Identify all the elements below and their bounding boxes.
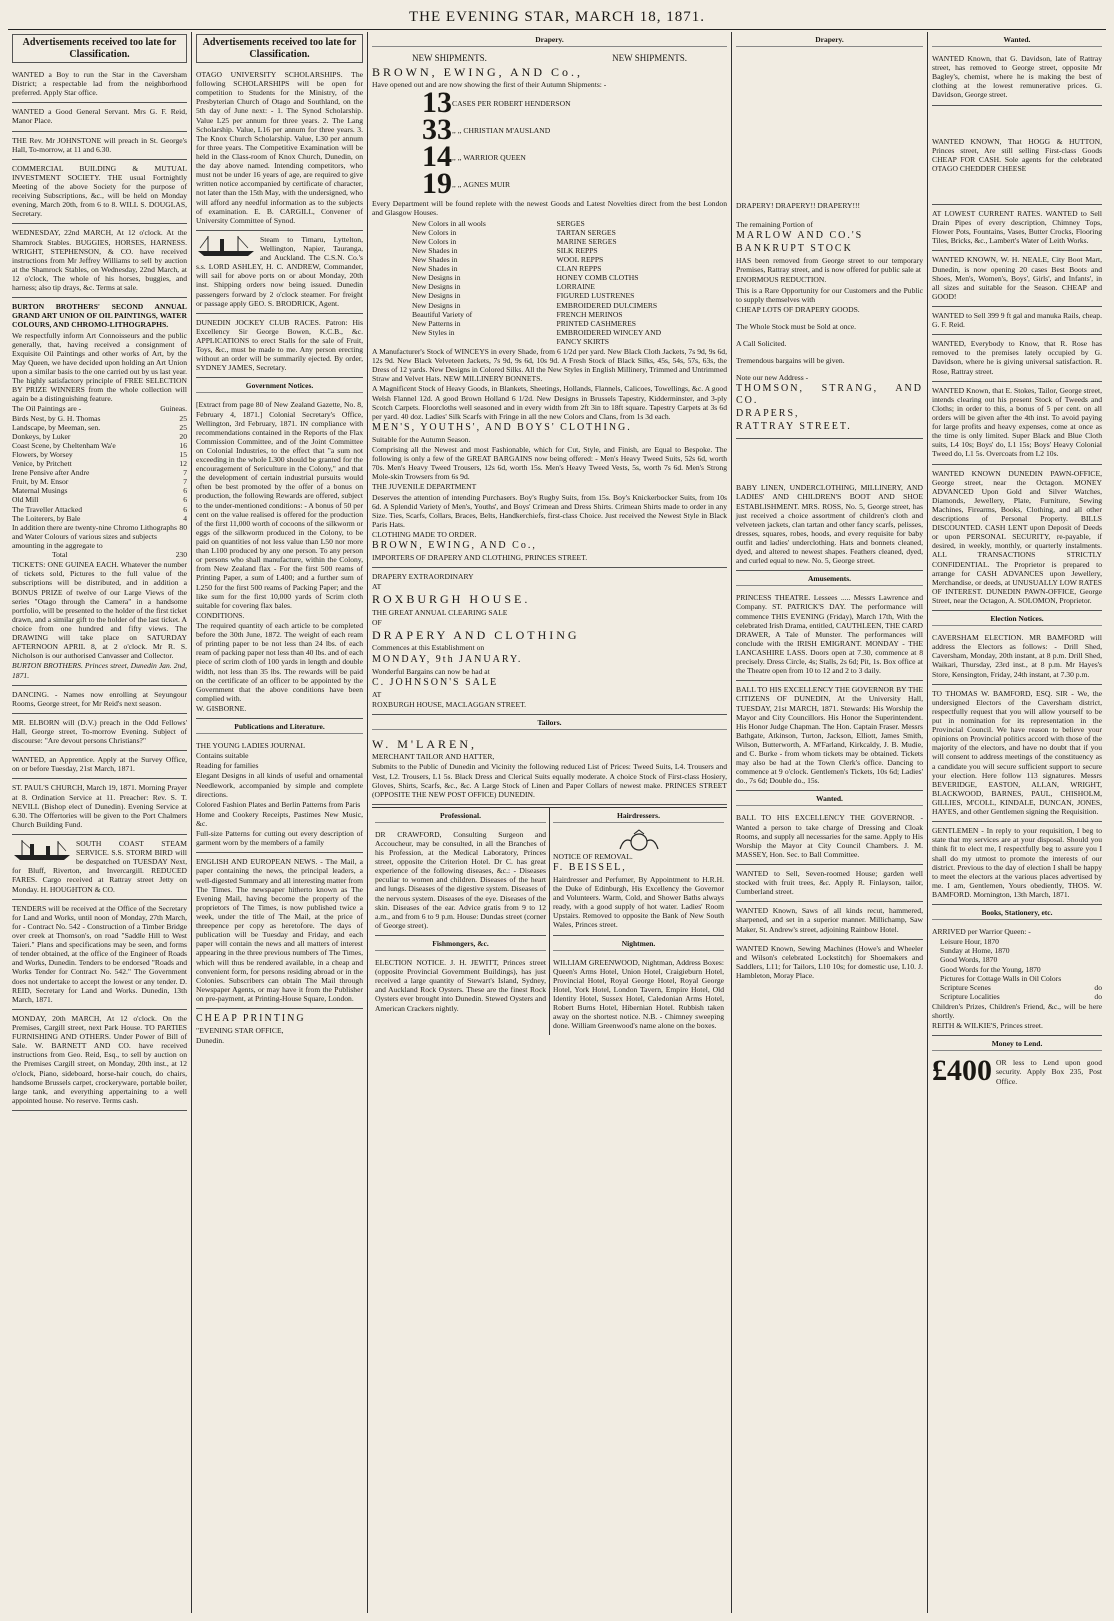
cargo-ship: ,, ,, WARRIOR QUEEN	[452, 152, 526, 162]
stock-item: FIGURED LUSTRENES	[556, 291, 635, 301]
ad-shamrock-auction	[12, 224, 187, 298]
ad-signature: BURTON BROTHERS. Princes street, Dunedin Jan. 2nd, 1871.	[12, 661, 187, 680]
cargo-count: 14	[422, 140, 452, 174]
ad-text: SOUTH COAST STEAM SERVICE. S.S. STORM BIRD will be despatched on TUESDAY Next, for Bluff, Riverton, and Invercargill. REDUCED FARES. Cargo received at Rattray street Jetty on Monday. H. HOUGHTON & CO.	[12, 838, 187, 894]
book-ditto: do	[1094, 982, 1102, 992]
ad-text: COMMERCIAL BUILDING & MUTUAL INVESTMENT SOCIETY. THE usual Fortnightly Meeting of the above Society for the purpose of receiving Subscriptions, &c., will be held on Monday evening, March 20th, from 6 to 8. WILL S. DOUGLAS, Secretary.	[12, 163, 187, 219]
painting-item	[12, 486, 187, 495]
ad-text: Submits to the Public of Dunedin and Vicinity the following reduced List of Prices: Tweed Suits, L4. Trousers and Vest, L2. Trousers, L1 5s. Black Dress and Clerical Suits equally moderate. A choice Stock of First-class Hosiery, Gloves, Shirts, Scarfs, &c., &c. A Large Stock of Linen and Paper Collars of newest make. PRINCES STREET (OPPOSITE THE NEW POST OFFICE) DUNEDIN.	[372, 762, 727, 799]
ad-stokes	[932, 382, 1102, 465]
ad-investment-society	[12, 160, 187, 225]
cargo-ship: CASES PER ROBERT HENDERSON	[452, 98, 571, 108]
ad-text: PRINCESS THEATRE. Lessees ..... Messrs Lawrence and Company. ST. PATRICK'S DAY. The performance will commence THIS EVENING (Friday), March 17th, With the celebrated Irish Drama, entitled, CAUTHLEEN, THE CARD DRAWER, A Tale of Munster. The performances will conclude with the IRISH EMIGRANT. MONDAY - THE LANCASHIRE LASS. Doors open at 7.30, commence at 8 precisely. Dress Circle, 4s; Stalls, 2s 6d; Pit, 1s. Box office at the Theatre open from 10 to 12 and 2 to 3 daily.	[736, 593, 923, 676]
chromo-value: 80	[179, 522, 187, 532]
ad-text: Every Department will be found replete with the newest Goods and Latest Novelties direct from the best London and Glasgow Houses.	[372, 199, 727, 218]
cargo-row	[422, 167, 727, 201]
book-title: Good Words for the Young, 1870	[940, 964, 1041, 974]
painting-name: Irene Pensive after Andre	[12, 468, 90, 478]
stock-item: EMBROIDERED WINCEY AND FANCY SKIRTS	[556, 327, 662, 346]
ad-rose	[932, 335, 1102, 381]
painting-name: Flowers, by Worsey	[12, 449, 73, 459]
column-3	[368, 32, 732, 1613]
stock-desc: New Colors in	[412, 236, 457, 246]
painting-value: 16	[179, 440, 187, 450]
stock-item: EMBROIDERED DULCIMERS	[556, 300, 658, 310]
ad-text: CLOTHING MADE TO ORDER.	[372, 530, 477, 540]
ad-text: Suitable for the Autumn Season.	[372, 434, 471, 444]
painting-name: Donkeys, by Luker	[12, 431, 71, 441]
ad-text: Contains suitable	[196, 751, 249, 761]
ad-south-coast-steam	[12, 835, 187, 900]
ad-text: MONDAY, 9th JANUARY.	[372, 653, 523, 665]
ad-burton-art-union	[12, 298, 187, 685]
ad-text: This is a Rare Opportunity for our Customers and the Public to supply themselves with	[736, 285, 923, 304]
ad-princess-theatre	[736, 589, 923, 681]
stock-desc: New Shades in	[412, 264, 458, 274]
ad-tenders	[12, 900, 187, 1010]
ad-dr-crawford	[375, 826, 546, 936]
ad-text: WEDNESDAY, 22nd MARCH, At 12 o'clock. At the Shamrock Stables. BUGGIES, HORSES, HARNESS. WRIGHT, STEPHENSON, & CO. have received instructions from Mr Jeffrey Williams to sell by auction at the Shamrock Stables, on Wednesday, 22nd March, at 12 o'clock, The whole of his horses, buggies, and harness; also tip drays, &c. Terms at sale.	[12, 228, 187, 293]
firm-name: W. M'LAREN,	[372, 736, 478, 751]
paintings-header	[12, 404, 187, 413]
stock-item: CLAN REPPS	[556, 264, 602, 274]
ad-title: DRAPERY! DRAPERY!! DRAPERY!!!	[736, 201, 861, 210]
ad-text: TENDERS will be received at the Office of the Secretary for Land and Works, until noon of Monday, 27th March, for - Contract No. 542 - Construction of a Timber Bridge over creek at Thomson's, on road "Saddle Hill to West Taieri." Plans and specifications may be seen, and forms of tender obtained, at the office of the Engineer of Roads and Works, Dunedin. Tenders to be endorsed "Roads and Works Tender for Contract No. 542." The Government does not undertake to accept the lowest or any tender. D. REID, Secretary for Land and Works. Dunedin, 13th March, 1871.	[12, 903, 187, 1004]
ad-jewitt	[375, 954, 546, 1018]
ad-text: Colored Fashion Plates and Berlin Patterns from Paris	[196, 799, 361, 809]
painting-value: 7	[183, 468, 187, 478]
stock-desc: New Shades in	[412, 254, 458, 264]
stock-desc: New Designs in	[412, 282, 461, 292]
ad-text: DRAPERY EXTRAORDINARY	[372, 572, 474, 582]
ad-text: Commences at this Establishment on	[372, 643, 485, 653]
ad-text: THE Rev. Mr JOHNSTONE will preach in St. George's Hall, To-morrow, at 11 and 6.30.	[12, 135, 187, 154]
ad-text: OF	[372, 617, 382, 627]
stock-item: WOOL REPPS	[556, 254, 604, 264]
stock-desc: New Designs in	[412, 291, 461, 301]
ad-marlow-bankrupt	[736, 50, 923, 439]
section-heading: Money to Lend.	[932, 1039, 1102, 1051]
painting-name: Birds Nest, by G. H. Thomas	[12, 413, 101, 423]
ad-text: MR. ELBORN will (D.V.) preach in the Odd Fellows' Hall, George street, To-morrow Evening. Subject of discourse: "Are devout persons Christians?"	[12, 717, 187, 746]
ad-text: ST. PAUL'S CHURCH, March 19, 1871. Morning Prayer at 8. Ordination Service at 11. Preacher: Rev. S. T. NEVILL (Bishop elect of Dunedin). Evening Service at 6.30. The Offertories will be given to the Port Chalmers Church Building Fund.	[12, 783, 187, 829]
stock-desc: New Patterns in	[412, 318, 461, 328]
ad-sewing-machines	[736, 940, 923, 985]
painting-name: The Traveller Attacked	[12, 504, 83, 514]
ad-text: The Whole Stock must be Sold at once.	[736, 321, 857, 331]
section-heading: Wanted.	[932, 35, 1102, 47]
ad-text: WANTED a Good General Servant. Mrs G. F. Reid, Manor Place.	[12, 107, 187, 126]
ad-title: MEN'S, YOUTHS', AND BOYS' CLOTHING.	[372, 421, 632, 433]
ad-text: ENGLISH AND EUROPEAN NEWS. - The Mail, a paper containing the news, the principal leaders, a well-digested Summary and all interesting matter from The Times. The newspaper hitherto known as The Evening Mail, having become the property of the proprietors of The Times, is now published twice a week, under the title of The Mail, at the price of threepence per copy as heretofore. The days of publication will be Tuesday and Friday, and each paper will contain the news and all matters of interest appearing in the three previous numbers of The Times, which will thus be rendered available, in a cheap and convenient form, for persons residing abroad or in the Colonies. Subscribers can obtain The Mail through Newspaper Agents, or may have it from the Publisher on pre-payment, at Printing-House Square, London.	[196, 857, 363, 1003]
total-label: Total	[52, 550, 68, 560]
ad-text: Elegant Designs in all kinds of useful and ornamental Needlework, accompanied by simple and complete directions.	[196, 771, 363, 799]
ad-text: DR CRAWFORD, Consulting Surgeon and Accoucheur, may be consulted, in all the Branches of his Profession, at the Medical Laboratory, Princes street, opposite the Criterion Hotel. Dr C. has great experience of the following diseases, &c.: - Diseases peculiar to women and children. Diseases of the heart and lungs. Diseases of the digestive system. Diseases of the nervous system. Diseases of the eye. Diseases of the skin. Diseases of the ear. Advice gratis from 9 to 12 a.m., and from 6 to 9 p.m. House: Dundas street (corner of George street).	[375, 829, 546, 930]
ad-neale-boots	[932, 251, 1102, 307]
book-title: Leisure Hour, 1870	[940, 937, 999, 947]
ad-text: MARLOW AND CO.'S	[736, 230, 864, 242]
ad-text: CHEAP LOTS OF DRAPERY GOODS.	[736, 304, 860, 314]
stock-item: TARTAN SERGES	[556, 227, 616, 237]
ad-title: BURTON BROTHERS' SECOND ANNUAL GRAND ART UNION OF OIL PAINTINGS, WATER COLOURS, AND CHROMO-LITHOGRAPHS.	[12, 302, 187, 330]
painting-item	[12, 505, 187, 514]
ad-text: Steam to Timaru, Lyttelton, Wellington, Napier, Tauranga, and Auckland. The C.S.N. Co.'s s.s. LORD ASHLEY, H. C. ANDREW, Commander, will sail for above ports on or about Monday, 20th inst. Shipping orders now being issued. Dunedin passengers forward by 2 o'clock steamer. For freight or passage apply GEO. S. BRODRICK, Agent.	[196, 234, 363, 308]
book-item	[940, 965, 1102, 974]
stock-desc: New Colors in all wools	[412, 218, 486, 228]
ad-text: HAS been removed from George street to our temporary Premises, Rattray street, and is now offered for public sale at	[736, 256, 923, 275]
two-column-section	[372, 807, 727, 1036]
book-title: Pictures for Cottage Walls in Oil Colors	[940, 973, 1062, 983]
ad-text: BABY LINEN, UNDERCLOTHING, MILLINERY, AND LADIES' AND CHILDREN'S BOOT AND SHOE ESTABLISHMENT. MRS. ROSS, No. 5, George street, has just received a choice assortment of children's cloth and velveteen jackets, clan tartan and other fancy scarfs, pelisses, dresses, squares, robes, hoods, and every requisite for baby outfit and ladies' underclothing. Hats and bonnets cleaned, dyed, and altered to newest shapes. Feathers cleaned, dyed, and curled equal to new. No. 5, George street.	[736, 483, 923, 566]
books-list	[932, 937, 1102, 1001]
ad-text: IMPORTERS OF DRAPERY AND CLOTHING, PRINCES STREET.	[372, 553, 588, 563]
new-shipments	[372, 53, 727, 64]
section-heading: Nightmen.	[553, 939, 724, 951]
ad-text: OTAGO UNIVERSITY SCHOLARSHIPS. The following SCHOLARSHIPS will be open for competition to Students for the Ministry, of the Presbyterian Church of Otago and Southland, on the 5th day of June next: - 1. The Synod Scholarship. Value L25 per annum for three years. 2. The Lang Scholarship. Value, L16 per annum for three years. 3. The Knox Church Scholarship. Value, L30 per annum for three years. The Competitive Examination will be held in the Class-room of Knox Church, Dunedin, on the day above named. Intending competitors, who must not be under 16 years of age, are required to give written notice accompanied by certificate of character, not later than the 15th May, with the undersigned, who will afford any needful information as to the subjects of examination. E. B. CARGILL, Convener of University Committee of Synod.	[196, 70, 363, 225]
painting-item	[12, 495, 187, 504]
ad-roxburgh-house	[372, 568, 727, 715]
ad-title: ROXBURGH HOUSE.	[372, 592, 531, 607]
stock-desc: Beautiful Variety of	[412, 309, 473, 319]
column-5	[928, 32, 1106, 1613]
ad-cheap-printing	[196, 1009, 363, 1050]
painting-name: Old Mill	[12, 495, 39, 505]
painting-name: The Loiterers, by Bale	[12, 513, 81, 523]
ad-text: Dunedin.	[196, 1036, 225, 1046]
ad-text: Note our new Address -	[736, 373, 809, 383]
ad-signature: REITH & WILKIE'S, Princes street.	[932, 1021, 1043, 1031]
ad-drain-pipes	[932, 205, 1102, 251]
book-item	[940, 992, 1102, 1001]
ad-steam-timaru	[196, 231, 363, 314]
stock-item: PRINTED CASHMERES	[556, 318, 637, 328]
section-heading: Amusements.	[736, 574, 923, 586]
masthead: THE EVENING STAR, MARCH 18, 1871.	[8, 6, 1106, 30]
ad-text: GENTLEMEN - In reply to your requisition, I beg to state that my services are at your disposal. Should you think fit to elect me, I respectfully beg to assure you I shall do my utmost to promote the interests of our district. Previous to the day of election I shall be happy to meet the electors at the various places advertised by me. I am, Gentlemen, Yours obediently, THOS. W. BAMFORD. Mornington, 13th March, 1871.	[932, 826, 1102, 899]
columns	[8, 32, 1106, 1613]
ad-bamford-reply	[932, 822, 1102, 905]
ad-ball-attendant	[736, 809, 923, 865]
ad-text: Children's Prizes, Children's Friend, &c., will be here shortly.	[932, 1001, 1102, 1021]
column-heading: Advertisements received too late for Classification.	[196, 34, 363, 63]
ad-text: AT	[372, 582, 382, 592]
book-title: Good Words, 1870	[940, 955, 998, 965]
firm-name: BROWN, EWING, AND Co.,	[372, 540, 537, 552]
cargo-row	[422, 113, 727, 147]
stock-item: FRENCH MERINOS	[556, 309, 623, 319]
ad-text: DANCING. - Names now enrolling at Seyungour Rooms, George street, for Mr Reid's next season.	[12, 689, 187, 708]
painting-item	[12, 441, 187, 450]
painting-value: 6	[183, 486, 187, 496]
ad-text: RATTRAY STREET.	[736, 421, 852, 433]
painting-value: 4	[183, 513, 187, 523]
book-item	[940, 946, 1102, 955]
book-title: Sunday at Home, 1870	[940, 946, 1010, 956]
book-ditto: do	[1094, 991, 1102, 1001]
column-heading: Advertisements received too late for Classification.	[12, 34, 187, 63]
ad-text: The remaining Portion of	[736, 220, 813, 230]
ad-text: DRAPERS,	[736, 408, 800, 420]
total-line	[12, 550, 187, 559]
stock-item: MARINE SERGES	[556, 236, 617, 246]
ad-barnett-auction	[12, 1010, 187, 1111]
ad-elborn	[12, 714, 187, 751]
cargo-row	[422, 86, 727, 120]
ad-title: BANKRUPT STOCK	[736, 243, 853, 255]
ad-text: WANTED KNOWN, W. H. NEALE, City Boot Mart, Dunedin, is now opening 20 cases Best Boots and Shoes, Men's, Women's, Boys', Girls', and Infants', in all sizes and suitable for the Season. CHEAP and GOOD!	[932, 255, 1102, 301]
stock-desc: New Designs in	[412, 300, 461, 310]
ad-text: A Call Solicited.	[736, 338, 787, 348]
stock-item: SILK REPPS	[556, 245, 598, 255]
ad-hogg-hutton	[932, 106, 1102, 205]
stock-desc: New Designs in	[412, 273, 461, 283]
ad-title: THE YOUNG LADIES JOURNAL	[196, 741, 306, 751]
painting-item	[12, 459, 187, 468]
book-item	[940, 974, 1102, 983]
ad-house-sale	[736, 865, 923, 902]
ad-text: [Extract from page 80 of New Zealand Gazette, No. 8, February 4, 1871.] Colonial Secretary's Office, Wellington, 3rd February, 1871. IN compliance with recommendations contained in the Reports of the Flax Commission Committee, and of the Joint Committee on Colonial Industries, to the effect that "a sum not exceeding in the whole L300 should be granted for the encouragement of Sericulture in the Colony," and that the development of certain industrial pursuits would often be best promoted by the offer of a bonus on production, the following Rewards are offered, subject to the under-mentioned conditions: - A bonus of 50 per cent on the value realised is offered for the production of the first 11,000 worth of cocoons of the silkworm or eggs of the silkworm produced in the Colony, to be paid on quantities of not less value than L50 nor more than L100 produced by any one person. To any person or persons who shall manufacture, within the Colony, from New Zealand flax - For the first 500 reams of Printing Paper, a sum of L400; and a further sum of L250 for the first 500 reams of Packing Paper; and the like sum for the first 10,000 yards of Scrim cloth suitable for covering flax bales.	[196, 400, 363, 610]
money-amount: £400	[932, 1054, 992, 1088]
cargo-row	[422, 140, 727, 174]
ad-apprentice	[12, 751, 187, 779]
ad-servant-wanted	[12, 103, 187, 131]
ad-saw-maker	[736, 902, 923, 939]
book-item	[940, 955, 1102, 964]
ad-text: DUNEDIN JOCKEY CLUB RACES. Patron: His Excellency Sir George Bowen, K.C.B., &c. APPLICATIONS to erect Stalls for the sale of Fruit, Toys, &c., must be made to me. Any person erecting without an order will be summarily ejected. By order, SYDNEY JAMES, Secretary.	[196, 317, 363, 373]
ad-text: Have opened out and are now showing the first of their Autumn Shipments: -	[372, 80, 607, 90]
painting-item	[12, 514, 187, 523]
ad-text: ROXBURGH HOUSE, MACLAGGAN STREET.	[372, 699, 527, 709]
ad-text: WANTED to Sell, Seven-roomed House; garden well stocked with fruit trees, &c. Apply R. Finlayson, tailor, Cumberland street.	[736, 869, 923, 897]
ad-text: ELECTION NOTICE. J. H. JEWITT, Princes street (opposite Provincial Government Buildings), has just received a large quantity of Stewart's Island, Sydney, and Auckland Rock Oysters. These are the finest Rock Oysters ever brought into Dunedin. Stewed Oysters and American Crackers nightly.	[375, 958, 546, 1013]
ad-pawn-office	[932, 465, 1102, 612]
conditions-title: CONDITIONS.	[196, 610, 245, 620]
ad-text: THE GREAT ANNUAL CLEARING SALE	[372, 607, 508, 617]
cargo-count: 33	[422, 113, 452, 147]
section-heading: Fishmongers, &c.	[375, 939, 546, 951]
book-title: Scripture Localities	[940, 991, 1000, 1001]
firm-name: F. BEISSEL,	[553, 861, 627, 873]
list-label: The Oil Paintings are -	[12, 404, 82, 414]
ad-mlaren	[372, 733, 727, 805]
ad-text: ENORMOUS REDUCTION.	[736, 275, 827, 285]
ad-text: WANTED Known, that G. Davidson, late of Rattray street, has removed to George street, opposite Mr Bagley's, chemist, where he is making the best of clothing at the lowest remunerative prices. G. Davidson, George street.	[932, 54, 1102, 100]
ad-davidson	[932, 50, 1102, 106]
steamship-icon	[12, 838, 72, 862]
ad-text: Comprising all the Newest and most Fashionable, which for Cut, Style, and Finish, are Equal to Bespoke. The following is only a few of the GREAT BARGAINS now being offered: - Men's Heavy Tweed Suits, 52s 6d, worth 70s. Men's Heavy Tweed Trousers, 12s 6d, worth 15s. Men's Heavy Tweed Vests, 5s, worth 7s 6d. Men's Strong Mole-skin Trowsers from 6s 9d.	[372, 445, 727, 482]
ad-title: CHEAP PRINTING	[196, 1013, 306, 1025]
ad-reith-wilkie	[932, 923, 1102, 1036]
ad-governor-ball	[736, 681, 923, 791]
ad-text: WANTED Known, that E. Stokes, Tailor, George street, intends clearing out his present Stock of Tweeds and Cloths; in order to this, a bonus of 5 per cent. on all orders will be given after the 4th inst. To avoid paying for large profits and heavy expenses, come at once as the time is only limited. Super Black and Blue Cloth suits, L4 10s; Boys' do, L1 15s; Boys' Heavy Colonial Tweed do, L1 5s. Overcoats from L2 10s.	[932, 385, 1102, 459]
section-heading: Publications and Literature.	[196, 722, 363, 734]
ad-text: NOTICE OF REMOVAL.	[553, 851, 633, 861]
column-4	[732, 32, 928, 1613]
painting-item	[12, 468, 187, 477]
painting-value: 15	[179, 449, 187, 459]
painting-name: Maternal Musings	[12, 486, 68, 496]
ad-text: MERCHANT TAILOR AND HATTER,	[372, 752, 495, 762]
section-heading: Professional.	[375, 811, 546, 823]
steamship-icon	[196, 234, 256, 258]
ad-text: AT LOWEST CURRENT RATES. WANTED to Sell Drain Pipes of every description, Chimney Tops, Flower Pots, Fountains, Vases, Butter Crocks, Flooring Tiles, Bricks, &c., Lambert's Water of Leith Works.	[932, 208, 1102, 246]
ad-text: Hairdresser and Perfumer, By Appointment to H.R.H. the Duke of Edinburgh, His Excellency the Governor and Volunteers. Warm, Cold, and Shower Baths always ready, with a good supply of hot water. Ladies' Room Upstairs. Removed to opposite the Bank of New South Wales, Princes street.	[553, 874, 724, 930]
ad-government-notice	[196, 396, 363, 719]
cargo-list	[372, 86, 727, 201]
firm-name: BROWN, EWING, AND Co.,	[372, 64, 583, 79]
subcolumn-left	[372, 808, 550, 1036]
list-unit: Guineas.	[160, 404, 187, 414]
ad-text: Home and Cookery Receipts, Pastimes New Music, &c.	[196, 809, 363, 828]
section-heading: Hairdressers.	[553, 811, 724, 823]
section-heading: Books, Stationery, etc.	[932, 908, 1102, 920]
column-1	[8, 32, 192, 1613]
painting-value: 6	[183, 504, 187, 514]
painting-item	[12, 414, 187, 423]
painting-value: 20	[179, 431, 187, 441]
ad-text: OR less to Lend upon good security. Apply Box 235, Post Office.	[996, 1058, 1102, 1086]
stock-desc: New Shades in	[412, 245, 458, 255]
ad-greenwood	[553, 954, 724, 1036]
ad-text: Deserves the attention of intending Purchasers. Boy's Rugby Suits, from 15s. Boy's Knickerbocker Suits, from 10s 6d. A Splendid Variety of Men's, Youths', and Boys' Crimean and Dress Shirts. Crimean Shirts made to order in any Size. Ties, Scarfs, Collars, Braces, Belts, Handkerchiefs, first-class Choice. Just received the Newest Style in Black Paris Hats.	[372, 492, 727, 529]
section-heading: Tailors.	[372, 718, 727, 730]
ad-beissel	[553, 826, 724, 936]
section-heading: Government Notices.	[196, 381, 363, 393]
cargo-ship: ,, ,, AGNES MUIR	[452, 179, 511, 189]
ad-text: WANTED a Boy to run the Star in the Caversham District; a respectable lad from the neighborhood preferred. Apply Star office.	[12, 70, 187, 98]
ad-st-pauls	[12, 779, 187, 835]
section-heading: Election Notices.	[932, 614, 1102, 626]
ad-text: ARRIVED per Warrior Queen: -	[932, 927, 1031, 937]
stock-item: HONEY COMB CLOTHS	[556, 273, 639, 283]
stock-item: SERGES	[556, 218, 585, 228]
ad-text: WANTED KNOWN, That HOGG & HUTTON, Princes street, Are still selling First-class Goods CHEAP FOR CASH. Sole agents for the celebrated OTAGO CHEDDER CHEESE	[932, 136, 1102, 173]
stock-desc: New Styles in	[412, 327, 455, 337]
ad-dancing	[12, 686, 187, 714]
ad-text: C. JOHNSON'S SALE	[372, 676, 499, 688]
label: NEW SHIPMENTS.	[412, 53, 487, 63]
section-heading: Wanted.	[736, 794, 923, 806]
ad-english-news	[196, 853, 363, 1009]
cargo-count: 19	[422, 167, 452, 201]
ad-rev-johnstone	[12, 132, 187, 160]
ad-brown-ewing	[372, 50, 727, 568]
ad-mrs-ross	[736, 479, 923, 571]
paintings-list	[12, 414, 187, 523]
painting-name: Fruit, by M. Ensor	[12, 477, 69, 487]
ad-text: Full-size Patterns for cutting out every description of garment worn by the members of a family	[196, 829, 363, 848]
book-title: Scripture Scenes	[940, 982, 991, 992]
ad-otago-scholarships	[196, 66, 363, 231]
chromo-text: In addition there are twenty-nine Chromo Lithographs and Water Colours of various sizes and subjects amounting in the aggregate to	[12, 522, 177, 551]
ad-rails	[932, 307, 1102, 335]
ad-text: Wonderful Bargains can now be had at	[372, 666, 490, 676]
painting-item	[12, 423, 187, 432]
ad-text: "EVENING STAR OFFICE,	[196, 1026, 284, 1036]
ad-text: AT	[372, 689, 382, 699]
ad-text: MONDAY, 20th MARCH, At 12 o'clock. On the Premises, Cargill street, next Park House. TO PARTIES FURNISHING AND OTHERS. Under Power of Bill of Sale. W. BARNETT AND CO. have received instructions from Geo. Reid, Esq., to sell by auction on the Premises Cargill street, on Monday, 20th inst., at 12 o'clock, Piano, sideboard, horse-hair couch, do chairs, handsome Brussels carpet, crockeryware, portable boiler, large tank, and everything appertaining to a well appointed house. No reserve. Terms cash.	[12, 1013, 187, 1105]
ad-text: BALL TO HIS EXCELLENCY THE GOVERNOR. - Wanted a person to take charge of Dressing and Cloak Rooms, and supply all necessaries for the same. Apply to His Worship the Mayor at City Council Chambers. J. M. MASSEY, Hon. Sec. to Ball Committee.	[736, 813, 923, 859]
ad-text: WANTED Known, Saws of all kinds recut, hammered, sharpened, and set in a superior manner. Millichamp, Saw Maker, St. Andrew's street, adjoining Rainbow Hotel.	[736, 906, 923, 934]
painting-value: 6	[183, 495, 187, 505]
ad-caversham-election	[932, 629, 1102, 685]
cargo-count: 13	[422, 86, 452, 120]
stock-item: LORRAINE	[556, 282, 595, 292]
ad-boy-wanted	[12, 66, 187, 103]
painting-item	[12, 432, 187, 441]
painting-item	[12, 477, 187, 486]
ad-text: The required quantity of each article to be completed before the 30th June, 1872. The weight of each ream of printing paper to be not less than 24 lbs. of each ream of packing paper not less than 40 lbs. and of each piece of scrim cloth of 100 yards in length and double width, not less than 35 lbs. The rewards will be paid on the certificate of an officer to be appointed by the Government that the above conditions have been complied with.	[196, 621, 364, 703]
ad-title: THE JUVENILE DEPARTMENT	[372, 482, 477, 492]
ad-text: TICKETS: ONE GUINEA EACH. Whatever the number of tickets sold, Pictures to the full value of the subscriptions will be distributed, and in addition a BONUS PRIZE of twelve of our Large Views of the series "Otago through the Camera" in a handsome portfolio, will be presented to the holder of the first ticket drawn, and a similar gift to the holder of the last ticket. A choice from one hundred and fifty views. The DRAWING will take place on SATURDAY AFTERNOON APRIL 8, at 2 o'clock. Mr R. S. Nicholson is our authorised Canvasser and Collector.	[12, 560, 187, 661]
book-item	[940, 983, 1102, 992]
ad-text: WANTED, an Apprentice. Apply at the Survey Office, on or before Tuesday, 21st March, 1871.	[12, 755, 187, 774]
ad-text: WANTED to Sell 399 9 ft gal and manuka Rails, cheap. G. F. Reid.	[932, 310, 1102, 330]
cargo-ship: ,, ,, CHRISTIAN M'AUSLAND	[452, 125, 551, 135]
ad-young-ladies-journal	[196, 737, 363, 853]
ad-text: WANTED Known, Sewing Machines (Howe's and Wheeler and Wilson's celebrated Lockstitch) for Shoemakers and Saddlers, L11; for Tailors, L10 10s; for domestic use, L10. J. Hambleton, Moray Place.	[736, 943, 923, 981]
painting-value: 25	[179, 413, 187, 423]
chromo-line	[12, 523, 187, 550]
ad-text: BALL TO HIS EXCELLENCY THE GOVERNOR BY THE CITIZENS OF DUNEDIN, At the University Hall, TUESDAY, 21st MARCH, 1871. Stewards: His Worship the Mayor and City Councillors. His Honor the Superintendent. His Honor Judge Chapman. The Hon. Captain Fraser. Messrs Bathgate, Atkinson, Turton, Jackson, Elliott, James Smith, Wilson, Butterworth, A. M'Farland, Kirkcaldy, J. B. Mudie, and C. Burke - from whom tickets may be obtained. Tickets may also be had at the Town Clerk's office. Dancing to commence at 9 o'clock. Gentlemen's Tickets, 10s 6d; Ladies' do., 7s 6d; Double do., 15s.	[736, 685, 923, 786]
label: NEW SHIPMENTS.	[612, 53, 687, 63]
painting-value: 25	[179, 422, 187, 432]
ad-text: WANTED, Everybody to Know, that R. Rose has removed to the premises lately occupied by G. Davidson, where he is giving universal satisfaction. R. Rose, Rattray street.	[932, 339, 1102, 376]
stock-list	[372, 219, 727, 347]
royal-crest-icon	[616, 829, 662, 851]
section-heading: Drapery.	[372, 35, 727, 47]
ad-text: Reading for families	[196, 761, 259, 771]
ad-title: DRAPERY AND CLOTHING	[372, 628, 580, 643]
subcolumn-right	[550, 808, 727, 1036]
stock-desc: New Colors in	[412, 227, 457, 237]
painting-name: Landscape, by Meeman, sen.	[12, 422, 101, 432]
painting-item	[12, 450, 187, 459]
ad-jockey-club	[196, 314, 363, 379]
painting-name: Venice, by Pritchett	[12, 459, 72, 469]
ad-money-to-lend	[932, 1054, 1102, 1090]
painting-name: Coast Scene, by Cheltenham Wa'e	[12, 440, 116, 450]
ad-text: We respectfully inform Art Connoisseurs and the public generally, that, having received a consignment of Exquisite Oil Paintings and other works of Art, by the May Queen, we have decided upon holding an Art Union upon a similar basis to the one carried out by us last year. The highly satisfactory principle of FREE SELECTION BY PRIZE WINNERS from the whole collection will again be a distinguishing feature.	[12, 330, 187, 404]
ad-text: WILLIAM GREENWOOD, Nightman, Address Boxes: Queen's Arms Hotel, Union Hotel, Craigieburn Hotel, Provincial Hotel, Royal George Hotel, Royal George Hotel, York Hotel, London Tavern, Empire Hotel, Old Identity Hotel, Sussex Hotel, Caledonian Arms Hotel, Robert Burns Hotel, Hibernian Hotel. Rubbish taken away on the shortest notice. N.B. - Chimney sweeping done. William Greenwood's name alone on the boxes.	[553, 957, 724, 1031]
painting-value: 12	[179, 459, 187, 469]
ad-text: A Magnificent Stock of Heavy Goods, in Blankets, Sheetings, Hollands, Flannels, Calicoes, Towellings, &c. A good Welsh Flannel 12d. A good Brown Holland 6 1/2d. New Designs in Brussels Tapestry, Kidderminster, and 3-ply Scotch Carpets. Floorcloths well seasoned and in every width from 2ft 3in to 18ft square. Tapestry Carpets at 3s 6d per yard. 40 doz. Ladies' Silk Scarfs with Fringe in all the new Colors and Clans, from 1s 3d each.	[372, 384, 727, 421]
painting-value: 7	[183, 477, 187, 487]
total-value: 230	[175, 550, 187, 560]
section-heading: Drapery.	[736, 35, 923, 47]
ad-text: A Manufacturer's Stock of WINCEYS in every Shade, from 6 1/2d per yard. New Black Cloth Jackets, 7s 9d, 9s 6d, 12s 9d. New Black Velveteen Jackets, 7s 9d, 9s 6d, 10s 9d. A Fresh Stock of Black Silks, 45s, 54s, 57s, 63s, the Dress of 12 yards. New Designs in Colored Silks. All the New Styles in English Millinery, Trimmed and Untrimmed Straw and Velvet Hats. NEW MILLINERY BONNETS.	[372, 347, 727, 384]
ad-text: Tremendous bargains will be given.	[736, 356, 845, 366]
firm-name: THOMSON, STRANG, AND CO.	[736, 383, 923, 407]
ad-text: TO THOMAS W. BAMFORD, ESQ. SIR - We, the undersigned Electors of the Caversham district, respectfully request that you will allow yourself to be put in nomination for its representation in the Provincial Council. We have reason to believe your opinions on Provincial politics accord with those of the majority of the electors, and have no doubt that if you will consent to address meetings of the constituency as a candidate you will secure sufficient support to secure your election. Here follow 113 signatures. Messrs BEVERIDGE, EASTON, ALLAN, WRIGHT, BLACKWOOD, BARNES, PAUL, CHISHOLM, GILLIES, M'COLL, KINDALE, DUNCAN, JONES, HAYES, and other Gentlemen signing the Requisition.	[932, 688, 1102, 817]
column-2	[192, 32, 368, 1613]
ad-text: WANTED KNOWN DUNEDIN PAWN-OFFICE, George street, near the Octagon. MONEY ADVANCED Upon Gold and Silver Watches, Diamonds, Jewellery, Plate, Furniture, Sewing Machines, Firearms, Books, Clothing, and all other descriptions of Personal Property. BILLS DISCOUNTED. CASH LENT upon Deposit of Deeds or upon PERSONAL SECURITY, re-payable, if desired, in weekly, monthly, or quarterly instalments. ALL TRANSACTIONS STRICTLY CONFIDENTIAL. The Proprietor is prepared to arrange for CASH ADVANCES upon Jewellery, Merchandise, or deeds, at UNUSUALLY LOW RATES OF INTEREST. DUNEDIN PAWN-OFFICE, George Street, near the Octagon, A. SOLOMON, Proprietor.	[932, 468, 1102, 606]
ad-signature: W. GISBORNE.	[196, 704, 247, 713]
book-item	[940, 937, 1102, 946]
ad-text: CAVERSHAM ELECTION. MR BAMFORD will address the Electors as follows: - Drill Shed, Caversham, Monday, 20th instant, at 8 p.m. Drill Shed, Waikari, Thursday, 23rd inst., at 8 p.m. Mr Hayes's Store, Kensington, Friday, 24th instant, at 7.30 p.m.	[932, 633, 1102, 679]
ad-bamford-requisition	[932, 685, 1102, 823]
